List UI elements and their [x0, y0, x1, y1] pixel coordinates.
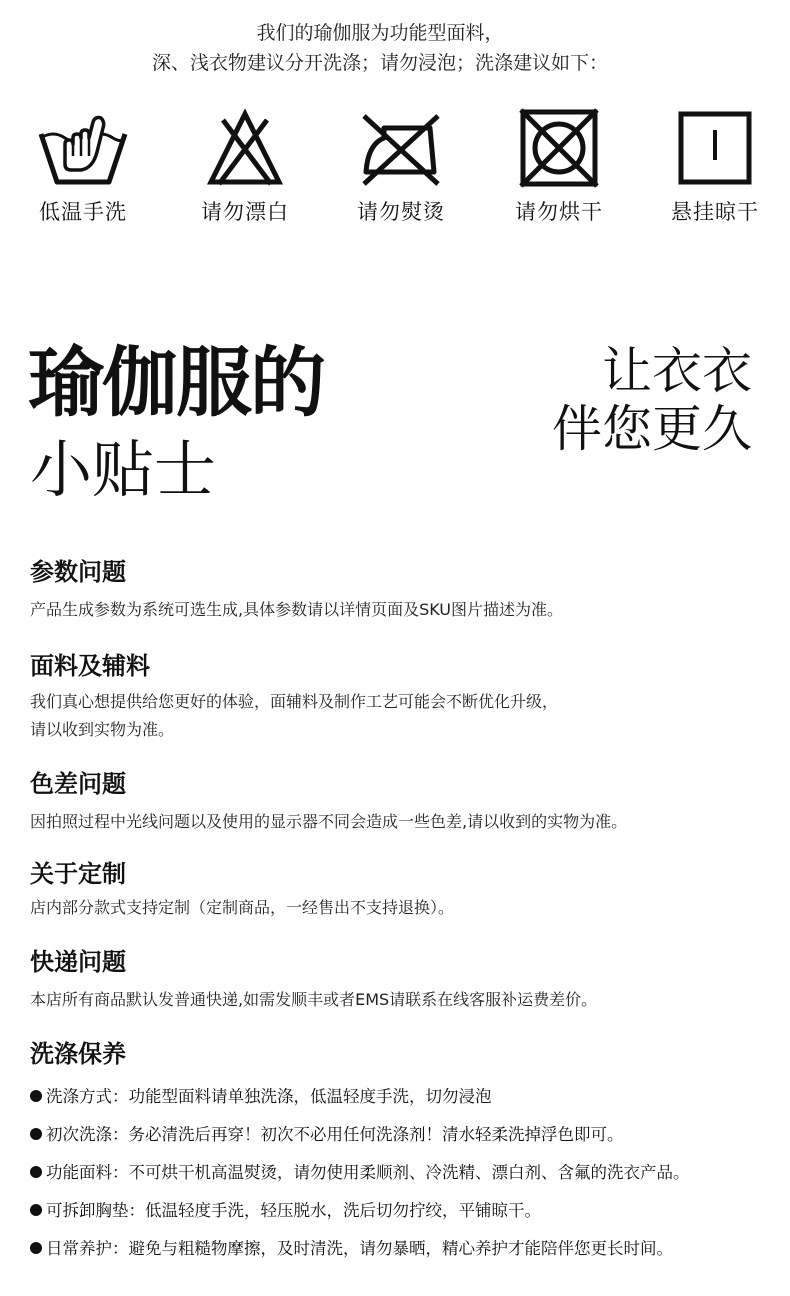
care-label-hang-dry: 悬挂晾干 [671, 200, 759, 224]
care-label-no-bleach: 请勿漂白 [201, 200, 289, 224]
hang-dry-icon [677, 108, 753, 188]
care-label-no-tumble-dry: 请勿烘干 [515, 200, 603, 224]
section-washing [30, 1038, 770, 1070]
bullet-icon [30, 1242, 42, 1254]
bullet-icon [30, 1090, 42, 1102]
care-label-hand-wash: 低温手洗 [39, 200, 127, 224]
section-text: 店内部分款式支持定制（定制商品，一经售出不支持退换）。 [30, 898, 455, 917]
washing-list [30, 1078, 780, 1268]
section-title: 色差问题 [30, 770, 126, 798]
hand-wash-icon [35, 108, 131, 188]
intro-text [0, 18, 760, 78]
care-item-no-iron [346, 108, 456, 226]
bullet-icon [30, 1128, 42, 1140]
list-item: 功能面料：不可烘干机高温熨烫，请勿使用柔顺剂、冷洗精、漂白剂、含氟的洗衣产品。 [30, 1154, 780, 1192]
care-item-no-bleach [190, 108, 300, 226]
section-title: 洗涤保养 [30, 1040, 126, 1068]
bullet-icon [30, 1166, 42, 1178]
section-title: 参数问题 [30, 558, 126, 586]
section-text-line-1: 我们真心想提供给您更好的体验，面辅料及制作工艺可能会不断优化升级， [30, 692, 559, 711]
section-text-line-2: 请以收到实物为准。 [30, 720, 175, 739]
intro-line-1: 我们的瑜伽服为功能型面料， [256, 22, 504, 44]
slogan-line-2: 伴您更久 [552, 400, 752, 458]
care-item-hang-dry [660, 108, 770, 226]
section-text: 产品生成参数为系统可选生成,具体参数请以详情页面及SKU图片描述为准。 [30, 600, 564, 619]
section-parameters [30, 556, 770, 624]
slogan [552, 342, 752, 458]
no-bleach-icon [205, 108, 285, 188]
list-item: 初次洗涤：务必清洗后再穿！初次不必用任何洗涤剂！清水轻柔洗掉浮色即可。 [30, 1116, 780, 1154]
list-item: 洗涤方式：功能型面料请单独洗涤，低温轻度手洗，切勿浸泡 [30, 1078, 780, 1116]
section-text: 因拍照过程中光线问题以及使用的显示器不同会造成一些色差,请以收到的实物为准。 [30, 812, 628, 831]
section-title: 关于定制 [30, 860, 126, 888]
section-color-difference [30, 768, 770, 836]
section-text: 本店所有商品默认发普通快递,如需发顺丰或者EMS请联系在线客服补运费差价。 [30, 990, 598, 1009]
section-text [30, 688, 770, 744]
list-item: 日常养护：避免与粗糙物摩擦，及时清洗，请勿暴晒，精心养护才能陪伴您更长时间。 [30, 1230, 780, 1268]
bullet-icon [30, 1204, 42, 1216]
section-customization [30, 858, 770, 922]
section-title: 快递问题 [30, 948, 126, 976]
section-fabric [30, 650, 770, 744]
care-item-no-tumble-dry [504, 108, 614, 226]
headline-title: 瑜伽服的 [28, 338, 324, 427]
no-tumble-dry-icon [519, 108, 599, 188]
slogan-line-1: 让衣衣 [602, 342, 752, 400]
care-item-hand-wash [28, 108, 138, 226]
care-label-no-iron: 请勿熨烫 [357, 200, 445, 224]
section-delivery [30, 946, 770, 1014]
list-item: 可拆卸胸垫：低温轻度手洗，轻压脱水，洗后切勿拧绞，平铺晾干。 [30, 1192, 780, 1230]
headline-subtitle: 小贴士 [30, 433, 217, 506]
intro-line-2: 深、浅衣物建议分开洗涤；请勿浸泡；洗涤建议如下： [151, 52, 608, 74]
section-title: 面料及辅料 [30, 652, 150, 680]
no-iron-icon [358, 108, 444, 188]
